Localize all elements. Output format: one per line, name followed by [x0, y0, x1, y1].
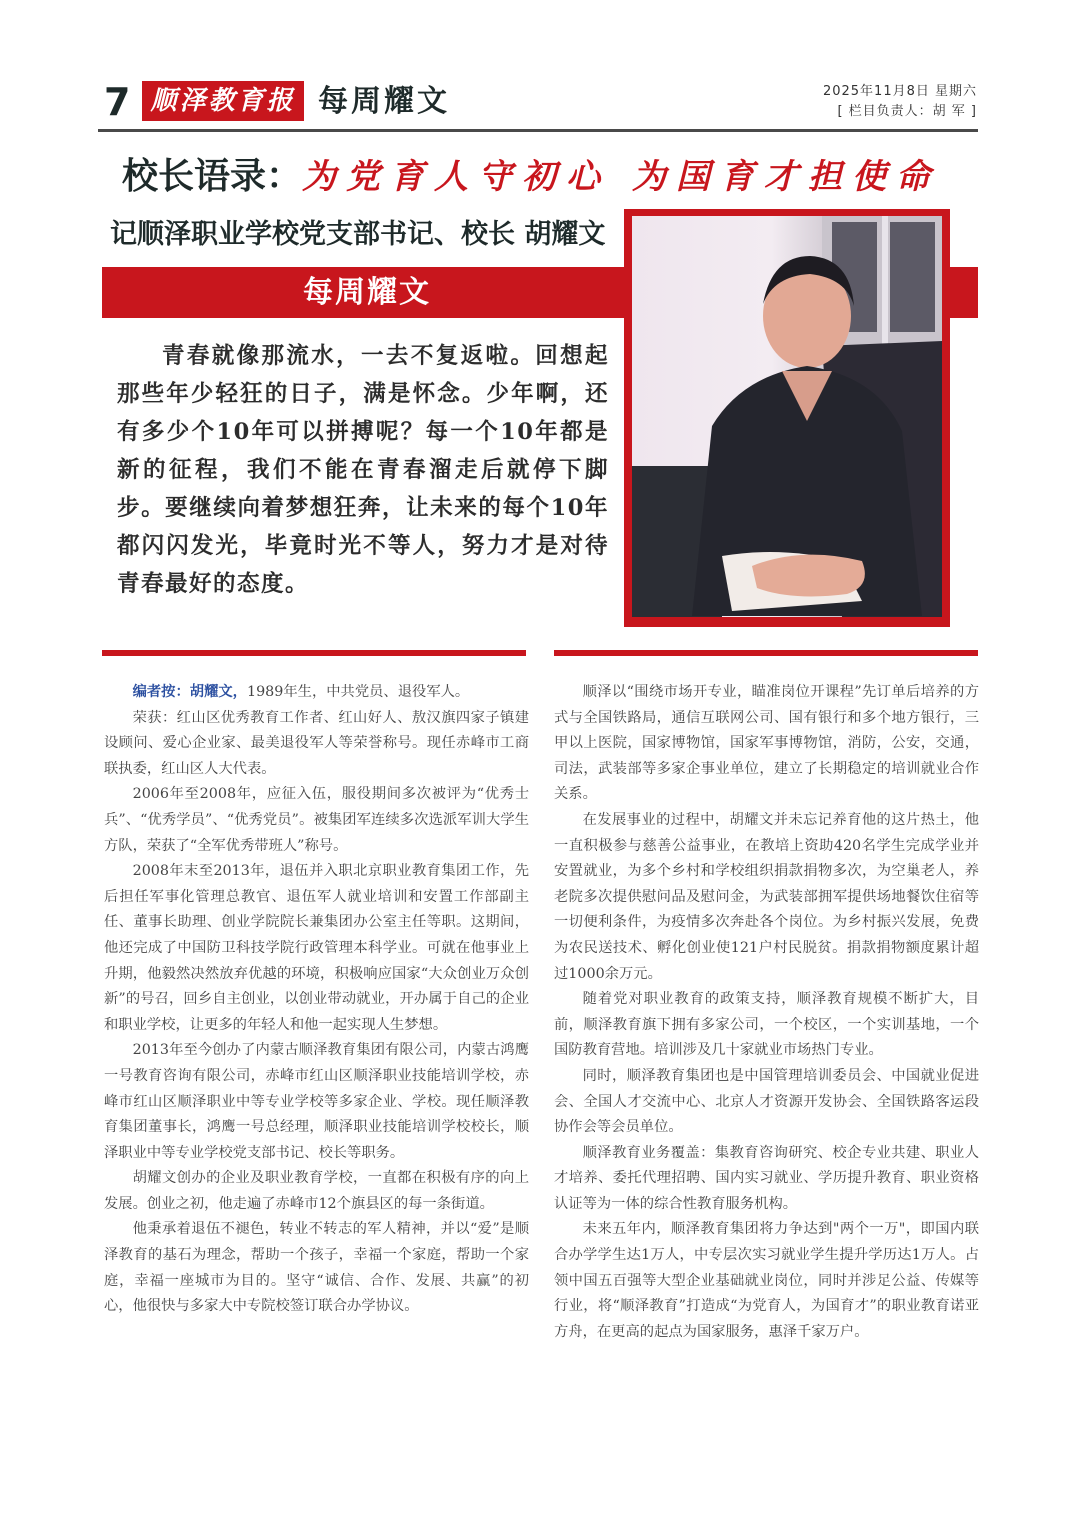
article-paragraph: 顺泽教育业务覆盖：集教育咨询研究、校企专业共建、职业人才培养、委托代理招聘、国内实习就业、学历提升教育、职业资格认证等为一体的综合性教育服务机构。	[554, 1144, 979, 1212]
principal-quote	[117, 337, 609, 603]
article-right-column	[554, 680, 979, 1345]
subtitle: 记顺泽职业学校党支部书记、校长 胡耀文	[110, 219, 606, 250]
section-band-label: 每周耀文	[303, 275, 431, 310]
article-paragraph: 顺泽以“围绕市场开专业，瞄准岗位开课程”先订单后培养的方式与全国铁路局，通信互联网公司、国有银行和多个地方银行，三甲以上医院，国家博物馆，国家军事博物馆，消防，公安，交通，司法，武装部等多家企事业单位，建立了长期稳定的培训就业合作关系。	[554, 684, 979, 803]
article-paragraph: 随着党对职业教育的政策支持，顺泽教育规模不断扩大，目前，顺泽教育旗下拥有多家公司，一个校区，一个实训基地，一个国防教育营地。培训涉及几十家就业市场热门专业。	[554, 991, 979, 1059]
editor-note-paragraph	[104, 680, 529, 706]
column-editor: [ 栏目负责人：胡 军 ]	[837, 104, 977, 119]
article-left-column	[104, 680, 529, 1320]
article-paragraph: 荣获：红山区优秀教育工作者、红山好人、敖汉旗四家子镇建设顾问、爱心企业家、最美退役军人等荣誉称号。现任赤峰市工商联执委，红山区人大代表。	[104, 709, 529, 777]
article-paragraph: 同时，顺泽教育集团也是中国管理培训委员会、中国就业促进会、全国人才交流中心、北京人才资源开发协会、全国铁路客运段协作会等会员单位。	[554, 1067, 979, 1136]
header-divider	[98, 129, 978, 132]
article-paragraph: 未来五年内，顺泽教育集团将力争达到"两个一万"，即国内联合办学学生达1万人，中专层次实习就业学生提升学历达1万人。占领中国五百强等大型企业基础就业岗位，同时并涉足公益、传媒等行业，将“顺泽教育”打造成“为党育人，为国育才”的职业教育诺亚方舟，在更高的起点为国家服务，惠泽千家万户。	[554, 1221, 979, 1340]
editor-note-label: 编者按：胡耀文，	[132, 684, 247, 700]
portrait-illustration-icon	[632, 216, 942, 617]
headline	[122, 152, 940, 202]
dateline	[823, 82, 977, 122]
headline-slogan-1: 为党育人守初心	[302, 157, 611, 197]
page-number: 7	[104, 80, 131, 124]
headline-slogan-2: 为国育才担使命	[632, 157, 941, 197]
headline-prefix: 校长语录：	[122, 156, 303, 197]
article-paragraph: 2006年至2008年，应征入伍，服役期间多次被评为“优秀士兵”、“优秀学员”、“优秀党员”。被集团军连续多次选派军训大学生方队，荣获了“全军优秀带班人”称号。	[104, 786, 529, 854]
article-paragraph: 在发展事业的过程中，胡耀文并未忘记养育他的这片热土，他一直积极参与慈善公益事业，在教培上资助420名学生完成学业并安置就业，为多个乡村和学校组织捐款捐物多次，为空巢老人，养老院多次提供慰问品及慰问金，为武装部拥军提供场地餐饮住宿等一切便利条件，为疫情多次奔赴各个岗位。为乡村振兴发展，免费为农民送技术、孵化创业使121户村民脱贫。捐款捐物额度累计超过1000余万元。	[554, 811, 979, 982]
editor-note-text: 1989年生，中共党员、退役军人。	[246, 684, 470, 700]
article-paragraph: 胡耀文创办的企业及职业教育学校，一直都在积极有序的向上发展。创业之初，他走遍了赤峰市12个旗县区的每一条街道。	[104, 1170, 529, 1212]
article-paragraph: 他秉承着退伍不褪色，转业不转志的军人精神，并以“爱”是顺泽教育的基石为理念，帮助一个孩子，幸福一个家庭，帮助一个家庭，幸福一座城市为目的。坚守“诚信、合作、发展、共赢”的初心，他很快与多家大中专院校签订联合办学协议。	[104, 1221, 529, 1315]
left-column-divider	[102, 650, 526, 656]
right-column-divider	[554, 650, 978, 656]
article-paragraph: 2013年至今创办了内蒙古顺泽教育集团有限公司，内蒙古鸿鹰一号教育咨询有限公司，赤峰市红山区顺泽职业技能培训学校，赤峰市红山区顺泽职业中等专业学校等多家企业、学校。现任顺泽教育集团董事长，鸿鹰一号总经理，顺泽职业技能培训学校校长，顺泽职业中等专业学校党支部书记、校长等职务。	[104, 1042, 529, 1161]
article-paragraph: 2008年末至2013年，退伍并入职北京职业教育集团工作，先后担任军事化管理总教官、退伍军人就业培训和安置工作部副主任、董事长助理、创业学院院长兼集团办公室主任等职。这期间，他还完成了中国防卫科技学院行政管理本科学业。可就在他事业上升期，他毅然决然放弃优越的环境，积极响应国家“大众创业万众创新”的号召，回乡自主创业，以创业带动就业，开办属于自己的企业和职业学校，让更多的年轻人和他一起实现人生梦想。	[104, 863, 529, 1033]
quote-text: 青春就像那流水，一去不复返啦。回想起那些年少轻狂的日子，满是怀念。少年啊，还有多少个10年可以拼搏呢？每一个10年都是新的征程，我们不能在青春溜走后就停下脚步。要继续向着梦想狂奔，让未来的每个10年都闪闪发光，毕竟时光不等人，努力才是对待青春最好的态度。	[117, 343, 609, 597]
column-name: 每周耀文	[318, 84, 450, 119]
portrait-photo	[632, 216, 942, 617]
newspaper-masthead: 顺泽教育报	[142, 81, 304, 121]
issue-date: 2025年11月8日 星期六	[822, 84, 977, 99]
